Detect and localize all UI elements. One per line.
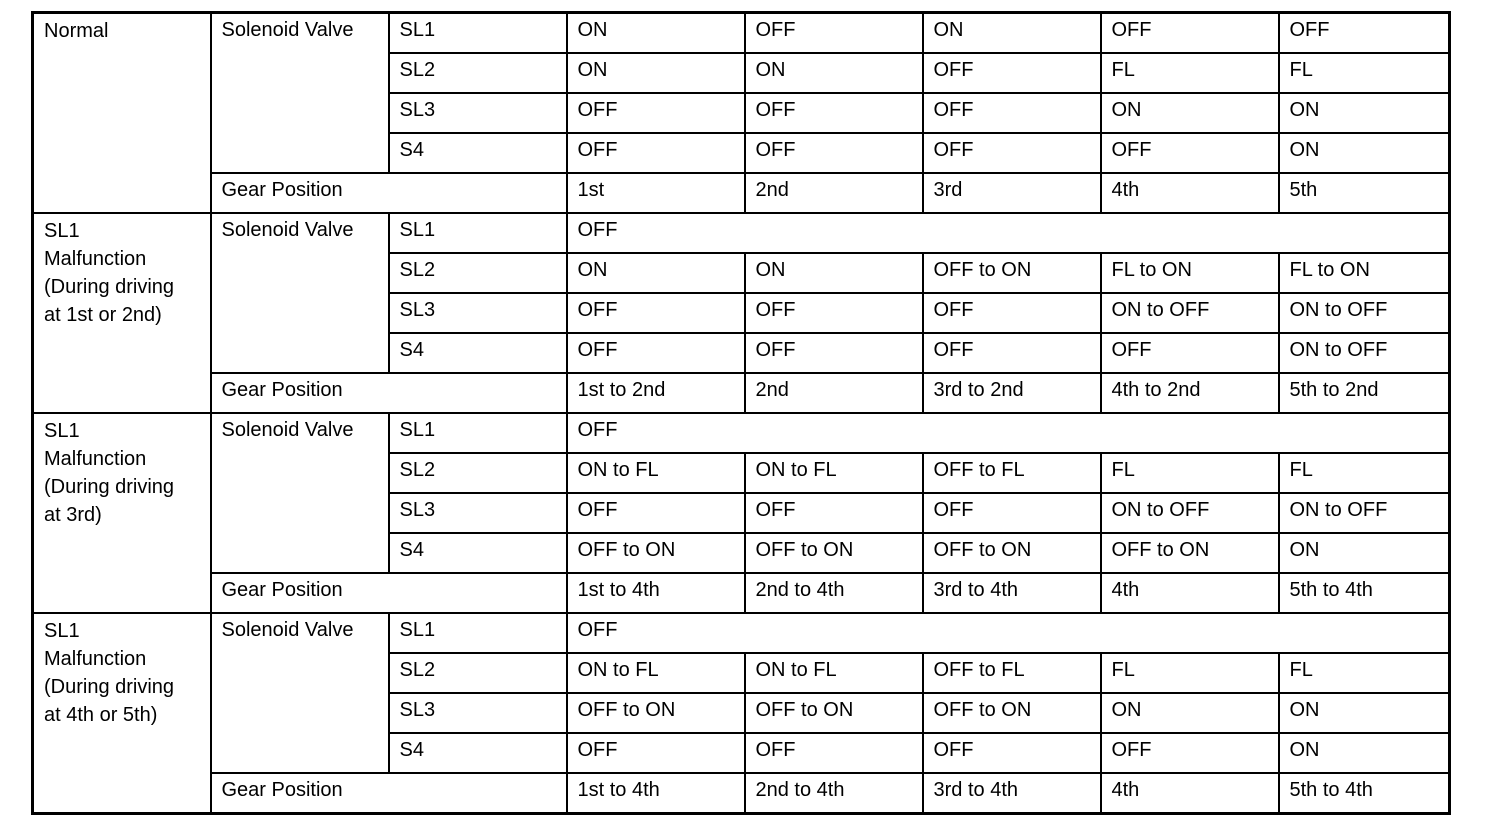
valve-state: ON to FL bbox=[567, 653, 745, 693]
condition-line: (During driving bbox=[44, 276, 175, 298]
gear-position-value: 3rd bbox=[923, 173, 1101, 213]
valve-name: SL2 bbox=[389, 253, 567, 293]
valve-name: SL1 bbox=[389, 413, 567, 453]
valve-state: OFF bbox=[567, 733, 745, 773]
gear-position-value: 5th to 4th bbox=[1279, 573, 1450, 613]
valve-state: ON to OFF bbox=[1101, 293, 1279, 333]
gear-position-value: 4th to 2nd bbox=[1101, 373, 1279, 413]
valve-state: ON bbox=[567, 13, 745, 54]
gear-position-value: 3rd to 2nd bbox=[923, 373, 1101, 413]
valve-state: ON bbox=[567, 53, 745, 93]
gear-position-value: 3rd to 4th bbox=[923, 573, 1101, 613]
condition-line: at 4th or 5th) bbox=[44, 704, 158, 726]
condition-line: at 3rd) bbox=[44, 504, 102, 526]
valve-state: ON bbox=[923, 13, 1101, 54]
valve-state: OFF bbox=[567, 293, 745, 333]
solenoid-valve-label: Solenoid Valve bbox=[211, 613, 389, 773]
valve-name: S4 bbox=[389, 733, 567, 773]
valve-state: ON bbox=[745, 53, 923, 93]
valve-state: ON to FL bbox=[567, 453, 745, 493]
gear-position-value: 2nd to 4th bbox=[745, 573, 923, 613]
valve-state: OFF bbox=[1101, 733, 1279, 773]
condition-line: SL1 bbox=[44, 620, 80, 642]
valve-state: ON to FL bbox=[745, 653, 923, 693]
gear-position-value: 1st to 2nd bbox=[567, 373, 745, 413]
gear-position-value: 2nd to 4th bbox=[745, 773, 923, 814]
valve-state: OFF bbox=[567, 493, 745, 533]
condition-line: Malfunction bbox=[44, 448, 147, 470]
valve-state: ON to FL bbox=[745, 453, 923, 493]
gear-position-label: Gear Position bbox=[211, 773, 567, 814]
valve-state: OFF bbox=[567, 413, 1450, 453]
valve-state: FL bbox=[1101, 653, 1279, 693]
condition-line: at 1st or 2nd) bbox=[44, 304, 162, 326]
table-row bbox=[33, 173, 1450, 213]
valve-state: OFF bbox=[745, 733, 923, 773]
valve-state: ON bbox=[1279, 733, 1450, 773]
valve-state: OFF to ON bbox=[1101, 533, 1279, 573]
condition-line: Malfunction bbox=[44, 648, 147, 670]
valve-state: OFF to FL bbox=[923, 453, 1101, 493]
solenoid-valve-label: Solenoid Valve bbox=[211, 413, 389, 573]
gear-position-value: 1st to 4th bbox=[567, 773, 745, 814]
valve-state: ON to OFF bbox=[1279, 333, 1450, 373]
valve-state: OFF to ON bbox=[567, 533, 745, 573]
valve-state: OFF bbox=[923, 93, 1101, 133]
valve-state: OFF bbox=[1101, 333, 1279, 373]
gear-position-value: 5th bbox=[1279, 173, 1450, 213]
gear-position-value: 4th bbox=[1101, 173, 1279, 213]
valve-state: OFF bbox=[745, 493, 923, 533]
valve-name: SL2 bbox=[389, 453, 567, 493]
valve-state: ON bbox=[1101, 93, 1279, 133]
table-row bbox=[33, 13, 1450, 54]
valve-state: FL to ON bbox=[1279, 253, 1450, 293]
valve-state: ON to OFF bbox=[1279, 293, 1450, 333]
valve-state: OFF bbox=[745, 293, 923, 333]
gear-position-label: Gear Position bbox=[211, 173, 567, 213]
valve-state: ON to OFF bbox=[1279, 493, 1450, 533]
valve-state: OFF bbox=[923, 493, 1101, 533]
gear-position-value: 5th to 2nd bbox=[1279, 373, 1450, 413]
condition-line: Malfunction bbox=[44, 248, 147, 270]
valve-name: SL3 bbox=[389, 693, 567, 733]
valve-name: SL2 bbox=[389, 53, 567, 93]
valve-state: OFF bbox=[923, 293, 1101, 333]
solenoid-valve-label: Solenoid Valve bbox=[211, 13, 389, 174]
valve-name: SL1 bbox=[389, 13, 567, 54]
table-body bbox=[33, 13, 1450, 814]
table-row bbox=[33, 773, 1450, 814]
valve-state: ON bbox=[1279, 133, 1450, 173]
table-row bbox=[33, 213, 1450, 253]
valve-state: ON bbox=[1279, 693, 1450, 733]
valve-state: FL bbox=[1279, 653, 1450, 693]
valve-state: ON to OFF bbox=[1101, 493, 1279, 533]
table-row bbox=[33, 373, 1450, 413]
valve-state: OFF bbox=[1101, 133, 1279, 173]
valve-state: OFF bbox=[745, 333, 923, 373]
valve-state: ON bbox=[1101, 693, 1279, 733]
valve-state: FL bbox=[1101, 453, 1279, 493]
valve-name: SL1 bbox=[389, 613, 567, 653]
table-row bbox=[33, 413, 1450, 453]
valve-state: OFF to ON bbox=[923, 693, 1101, 733]
valve-state: OFF bbox=[567, 133, 745, 173]
gear-position-value: 5th to 4th bbox=[1279, 773, 1450, 814]
valve-state: OFF bbox=[567, 213, 1450, 253]
valve-state: OFF to ON bbox=[567, 693, 745, 733]
valve-name: SL1 bbox=[389, 213, 567, 253]
valve-state: OFF bbox=[567, 613, 1450, 653]
gear-position-value: 1st bbox=[567, 173, 745, 213]
condition-cell bbox=[33, 613, 211, 814]
valve-state: OFF bbox=[923, 53, 1101, 93]
valve-state: FL bbox=[1101, 53, 1279, 93]
valve-state: OFF to ON bbox=[923, 533, 1101, 573]
solenoid-operation-table bbox=[31, 11, 1451, 815]
valve-state: OFF bbox=[745, 93, 923, 133]
valve-state: FL bbox=[1279, 53, 1450, 93]
valve-state: OFF bbox=[923, 733, 1101, 773]
condition-cell bbox=[33, 213, 211, 413]
gear-position-value: 2nd bbox=[745, 373, 923, 413]
gear-position-value: 4th bbox=[1101, 573, 1279, 613]
valve-state: ON bbox=[1279, 533, 1450, 573]
valve-state: ON bbox=[567, 253, 745, 293]
valve-name: SL2 bbox=[389, 653, 567, 693]
valve-state: OFF bbox=[567, 333, 745, 373]
condition-cell bbox=[33, 413, 211, 613]
condition-line: SL1 bbox=[44, 420, 80, 442]
valve-state: ON bbox=[745, 253, 923, 293]
valve-name: S4 bbox=[389, 333, 567, 373]
valve-state: OFF bbox=[745, 13, 923, 54]
valve-state: OFF bbox=[923, 133, 1101, 173]
valve-state: FL bbox=[1279, 453, 1450, 493]
gear-position-value: 1st to 4th bbox=[567, 573, 745, 613]
valve-name: SL3 bbox=[389, 493, 567, 533]
table-row bbox=[33, 613, 1450, 653]
condition-cell bbox=[33, 13, 211, 214]
solenoid-valve-label: Solenoid Valve bbox=[211, 213, 389, 373]
gear-position-value: 3rd to 4th bbox=[923, 773, 1101, 814]
valve-state: OFF to ON bbox=[923, 253, 1101, 293]
valve-name: SL3 bbox=[389, 93, 567, 133]
gear-position-label: Gear Position bbox=[211, 573, 567, 613]
valve-state: OFF to ON bbox=[745, 693, 923, 733]
condition-line: Normal bbox=[44, 20, 109, 42]
valve-name: SL3 bbox=[389, 293, 567, 333]
valve-state: OFF bbox=[1279, 13, 1450, 54]
valve-name: S4 bbox=[389, 133, 567, 173]
valve-state: OFF bbox=[567, 93, 745, 133]
valve-name: S4 bbox=[389, 533, 567, 573]
valve-state: OFF bbox=[923, 333, 1101, 373]
condition-line: (During driving bbox=[44, 476, 175, 498]
gear-position-value: 2nd bbox=[745, 173, 923, 213]
gear-position-value: 4th bbox=[1101, 773, 1279, 814]
condition-line: SL1 bbox=[44, 220, 80, 242]
valve-state: OFF bbox=[1101, 13, 1279, 54]
valve-state: FL to ON bbox=[1101, 253, 1279, 293]
condition-line: (During driving bbox=[44, 676, 175, 698]
table-row bbox=[33, 573, 1450, 613]
gear-position-label: Gear Position bbox=[211, 373, 567, 413]
valve-state: OFF bbox=[745, 133, 923, 173]
valve-state: ON bbox=[1279, 93, 1450, 133]
valve-state: OFF to FL bbox=[923, 653, 1101, 693]
valve-state: OFF to ON bbox=[745, 533, 923, 573]
